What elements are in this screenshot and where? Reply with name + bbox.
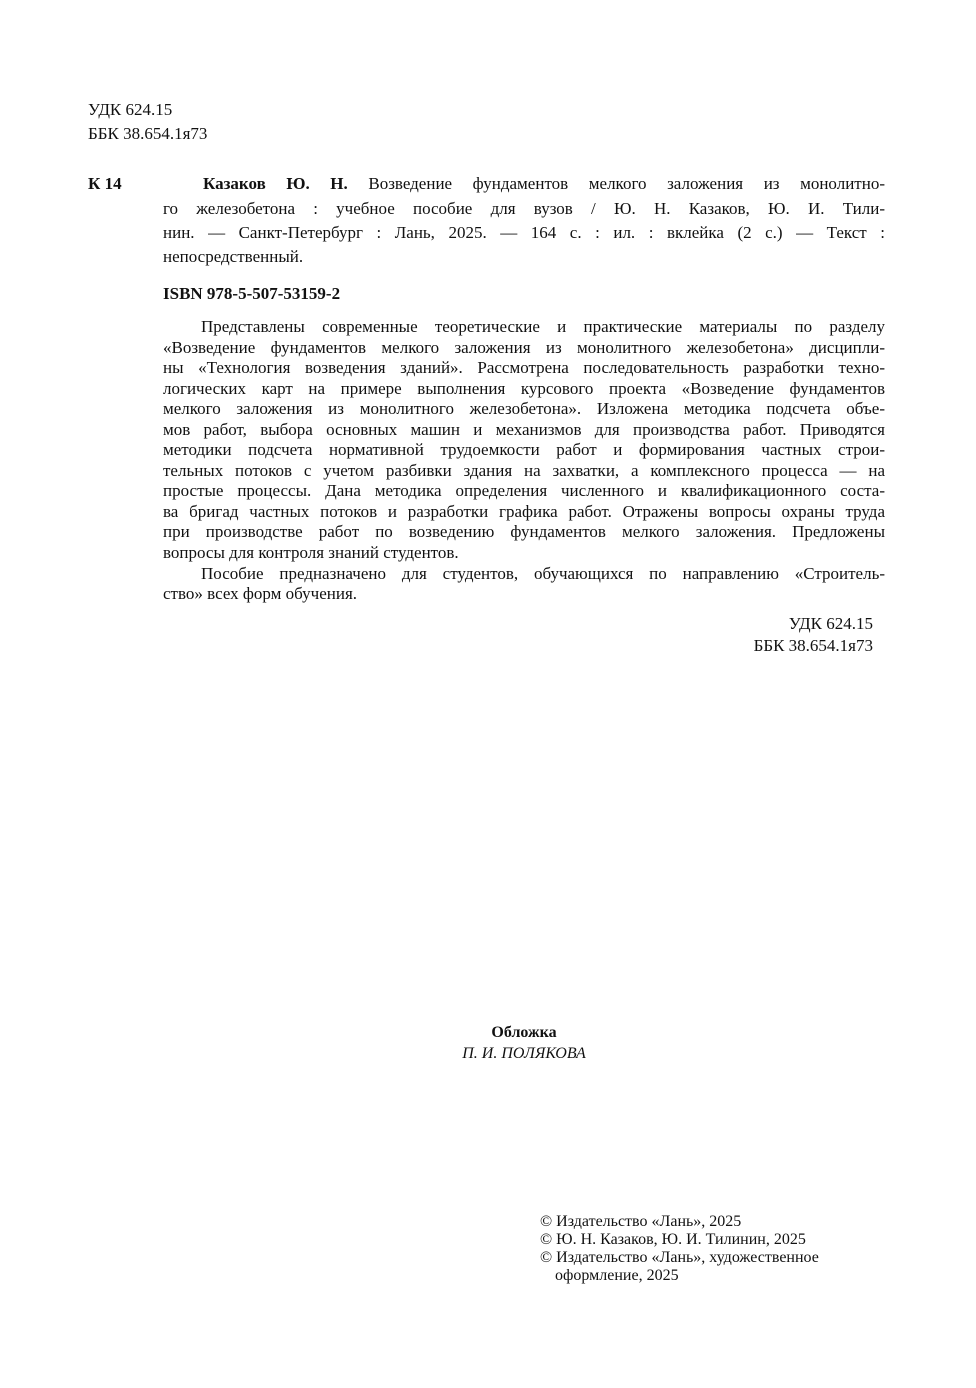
udk-code-bottom: УДК 624.15 — [788, 614, 873, 633]
annotation-line: простые процессы. Дана методика определения численного и квалификационного соста- — [163, 481, 885, 500]
cover-designer: П. И. ПОЛЯКОВА — [462, 1045, 586, 1062]
copyright-line: © Издательство «Лань», художественное — [540, 1249, 819, 1266]
bbk-code-bottom: ББК 38.654.1я73 — [753, 636, 873, 655]
biblio-line-2: го железобетона : учебное пособие для вузов / Ю. Н. Казаков, Ю. И. Тили- — [163, 199, 885, 218]
annotation-line: мелкого заложения из монолитного железобетона». Изложена методика подсчета объе- — [163, 399, 885, 418]
biblio-line-4: непосредственный. — [163, 247, 304, 266]
biblio-line-1 — [163, 174, 885, 194]
purpose-line: Пособие предназначено для студентов, обучающихся по направлению «Строитель- — [201, 564, 885, 583]
annotation-line: при производстве работ по возведению фундаментов мелкого заложения. Предложены — [163, 522, 885, 541]
isbn: ISBN 978-5-507-53159-2 — [163, 284, 341, 303]
annotation-line: логических карт на примере выполнения курсового проекта «Возведение фундаментов — [163, 379, 885, 398]
biblio-author: Казаков Ю. Н. — [203, 174, 348, 193]
annotation-line: ны «Технология возведения зданий». Рассмотрена последовательность разработки техно- — [163, 358, 885, 377]
annotation-line: Представлены современные теоретические и практические материалы по разделу — [201, 317, 885, 336]
bbk-code: ББК 38.654.1я73 — [88, 124, 208, 143]
cover-label: Обложка — [491, 1024, 557, 1041]
copyright-line-continued: оформление, 2025 — [555, 1267, 679, 1284]
annotation-line: вопросы для контроля знаний студентов. — [163, 543, 459, 562]
annotation-line: тельных потоков с учетом разбивки здания на захватки, а комплексного процесса — на — [163, 461, 885, 480]
annotation-line: мов работ, выбора основных машин и механизмов для производства работ. Приводятся — [163, 420, 885, 439]
purpose-line: ство» всех форм обучения. — [163, 584, 358, 603]
udk-code: УДК 624.15 — [88, 100, 173, 119]
copyright-line: © Ю. Н. Казаков, Ю. И. Тилинин, 2025 — [540, 1231, 806, 1248]
biblio-title: Возведение фундаментов мелкого заложения из монолитно- — [347, 174, 885, 193]
annotation-line: методики подсчета нормативной трудоемкости работ и формирования частных строи- — [163, 440, 885, 459]
annotation-line: ва бригад частных потоков и разработки графика работ. Отражены вопросы охраны труда — [163, 502, 885, 521]
copyright-line: © Издательство «Лань», 2025 — [540, 1213, 742, 1230]
author-mark: К 14 — [88, 174, 122, 193]
biblio-line-3: нин. — Санкт-Петербург : Лань, 2025. — 164 с. : ил. : вклейка (2 с.) — Текст : — [163, 223, 885, 242]
annotation-line: «Возведение фундаментов мелкого заложения из монолитного железобетона» дисципли- — [163, 338, 885, 357]
